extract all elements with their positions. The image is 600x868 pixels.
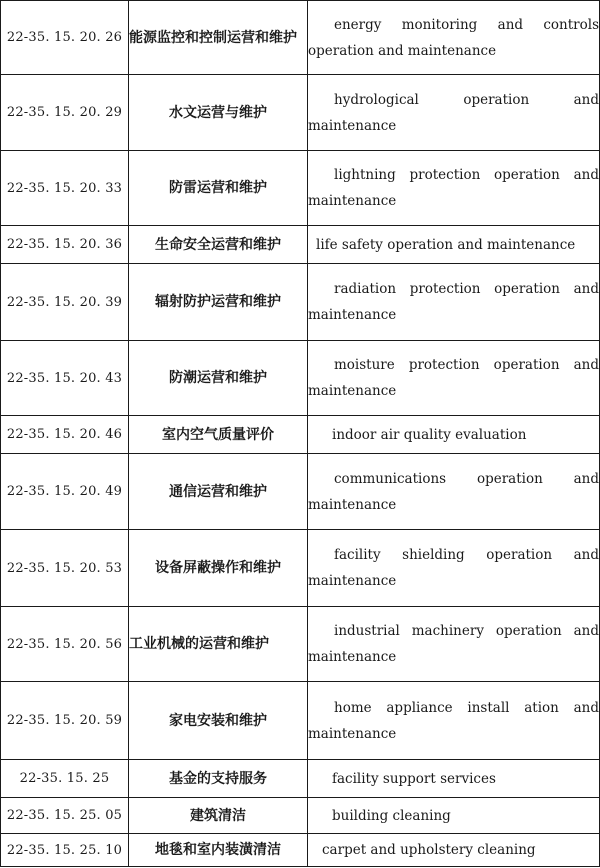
chinese-term-cell: 工业机械的运营和维护 bbox=[129, 607, 308, 682]
chinese-term-cell: 基金的支持服务 bbox=[129, 760, 308, 798]
english-term-cell: facility support services bbox=[308, 760, 600, 798]
english-term-cell: lightning protection operation and maintenance bbox=[308, 151, 600, 226]
table-row bbox=[1, 607, 600, 682]
chinese-term-cell: 建筑清洁 bbox=[129, 798, 308, 834]
chinese-term-cell: 水文运营与维护 bbox=[129, 75, 308, 151]
english-term-cell: indoor air quality evaluation bbox=[308, 416, 600, 454]
table-row bbox=[1, 226, 600, 264]
english-term-cell: radiation protection operation and maintenance bbox=[308, 264, 600, 341]
chinese-term-cell: 室内空气质量评价 bbox=[129, 416, 308, 454]
table-row bbox=[1, 454, 600, 530]
english-term-cell: hydrological operation and maintenance bbox=[308, 75, 600, 151]
table-row bbox=[1, 834, 600, 867]
chinese-term-cell: 家电安装和维护 bbox=[129, 682, 308, 760]
english-term-cell: communications operation and maintenance bbox=[308, 454, 600, 530]
english-term-cell: industrial machinery operation and maintenance bbox=[308, 607, 600, 682]
table-row bbox=[1, 151, 600, 226]
table-row bbox=[1, 1, 600, 75]
code-cell: 22-35. 15. 20. 56 bbox=[1, 607, 129, 682]
code-cell: 22-35. 15. 25 bbox=[1, 760, 129, 798]
chinese-term-cell: 能源监控和控制运营和维护 bbox=[129, 1, 308, 75]
code-cell: 22-35. 15. 20. 36 bbox=[1, 226, 129, 264]
table-row bbox=[1, 530, 600, 607]
table-row bbox=[1, 341, 600, 416]
english-term-cell: carpet and upholstery cleaning bbox=[308, 834, 600, 867]
chinese-term-cell: 生命安全运营和维护 bbox=[129, 226, 308, 264]
chinese-term-cell: 地毯和室内装潢清洁 bbox=[129, 834, 308, 867]
code-cell: 22-35. 15. 20. 49 bbox=[1, 454, 129, 530]
code-cell: 22-35. 15. 20. 53 bbox=[1, 530, 129, 607]
chinese-term-cell: 辐射防护运营和维护 bbox=[129, 264, 308, 341]
code-cell: 22-35. 15. 20. 39 bbox=[1, 264, 129, 341]
table-row bbox=[1, 760, 600, 798]
chinese-term-cell: 设备屏蔽操作和维护 bbox=[129, 530, 308, 607]
english-term-cell: home appliance install ation and maintenance bbox=[308, 682, 600, 760]
table-row bbox=[1, 264, 600, 341]
chinese-term-cell: 通信运营和维护 bbox=[129, 454, 308, 530]
table-row bbox=[1, 798, 600, 834]
table-row bbox=[1, 416, 600, 454]
code-cell: 22-35. 15. 20. 26 bbox=[1, 1, 129, 75]
code-cell: 22-35. 15. 20. 29 bbox=[1, 75, 129, 151]
english-term-cell: moisture protection operation and maintenance bbox=[308, 341, 600, 416]
code-cell: 22-35. 15. 20. 59 bbox=[1, 682, 129, 760]
code-cell: 22-35. 15. 20. 46 bbox=[1, 416, 129, 454]
code-cell: 22-35. 15. 25. 05 bbox=[1, 798, 129, 834]
table-row bbox=[1, 75, 600, 151]
chinese-term-cell: 防雷运营和维护 bbox=[129, 151, 308, 226]
english-term-cell: life safety operation and maintenance bbox=[308, 226, 600, 264]
code-cell: 22-35. 15. 20. 33 bbox=[1, 151, 129, 226]
english-term-cell: facility shielding operation and maintenance bbox=[308, 530, 600, 607]
english-term-cell: energy monitoring and controls operation and maintenance bbox=[308, 1, 600, 75]
chinese-term-cell: 防潮运营和维护 bbox=[129, 341, 308, 416]
code-cell: 22-35. 15. 25. 10 bbox=[1, 834, 129, 867]
code-cell: 22-35. 15. 20. 43 bbox=[1, 341, 129, 416]
table-row bbox=[1, 682, 600, 760]
english-term-cell: building cleaning bbox=[308, 798, 600, 834]
